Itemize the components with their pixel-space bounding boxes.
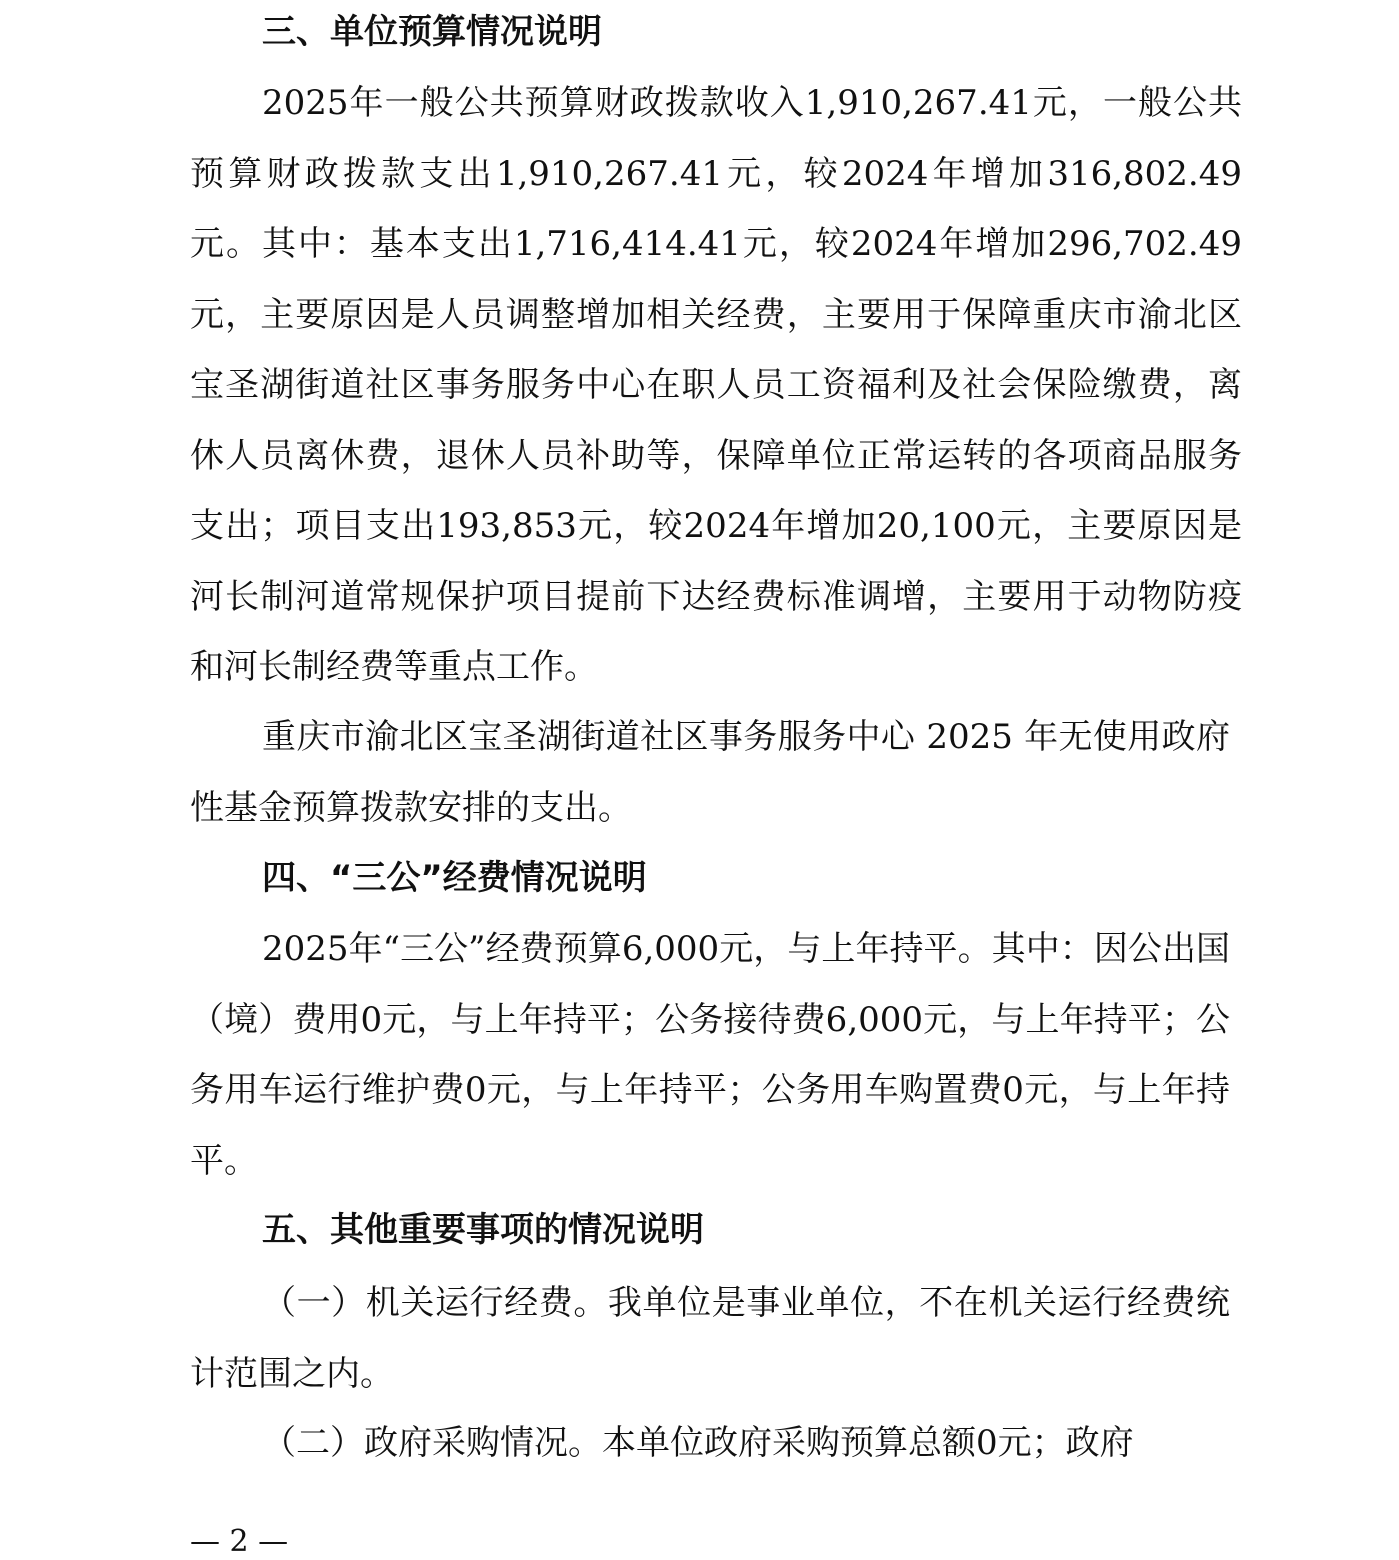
paragraph-operating-expenses: （一）机关运行经费。我单位是事业单位，不在机关运行经费统计范围之内。 <box>190 1283 1230 1394</box>
paragraph-three-public-expenses: 2025年“三公”经费预算6,000元，与上年持平。其中：因公出国（境）费用0元，与上年持平；公务接待费6,000元，与上年持平；公务用车运行维护费0元，与上年持平；公务用车购置费0元，与上年持平。 <box>190 929 1230 1181</box>
section-heading-three-public-expenses: 四、“三公”经费情况说明 <box>262 858 647 898</box>
section-heading-other-matters: 五、其他重要事项的情况说明 <box>262 1210 704 1250</box>
paragraph-budget-income-expenditure: 2025年一般公共预算财政拨款收入1,910,267.41元，一般公共预算财政拨款支出1,910,267.41元，较2024年增加316,802.49元。其中：基本支出1,716,414.41元，较2024年增加296,702.49元，主要原因是人员调整增加相关经费，主要用于保障重庆市渝北区宝圣湖街道社区事务服务中心在职人员工资福利及社会保险缴费，离休人员离休费，退休人员补助等，保障单位正常运转的各项商品服务支出；项目支出193,853元，较2024年增加20,100元，主要原因是河长制河道常规保护项目提前下达经费标准调增，主要用于动物防疫和河长制经费等重点工作。 <box>190 83 1242 687</box>
paragraph-government-procurement: （二）政府采购情况。本单位政府采购预算总额0元；政府 <box>262 1423 1134 1463</box>
page-number: — 2 — <box>190 1524 289 1559</box>
section-heading-budget: 三、单位预算情况说明 <box>262 12 602 52</box>
paragraph-government-fund: 重庆市渝北区宝圣湖街道社区事务服务中心 2025 年无使用政府性基金预算拨款安排的支出。 <box>190 717 1231 828</box>
